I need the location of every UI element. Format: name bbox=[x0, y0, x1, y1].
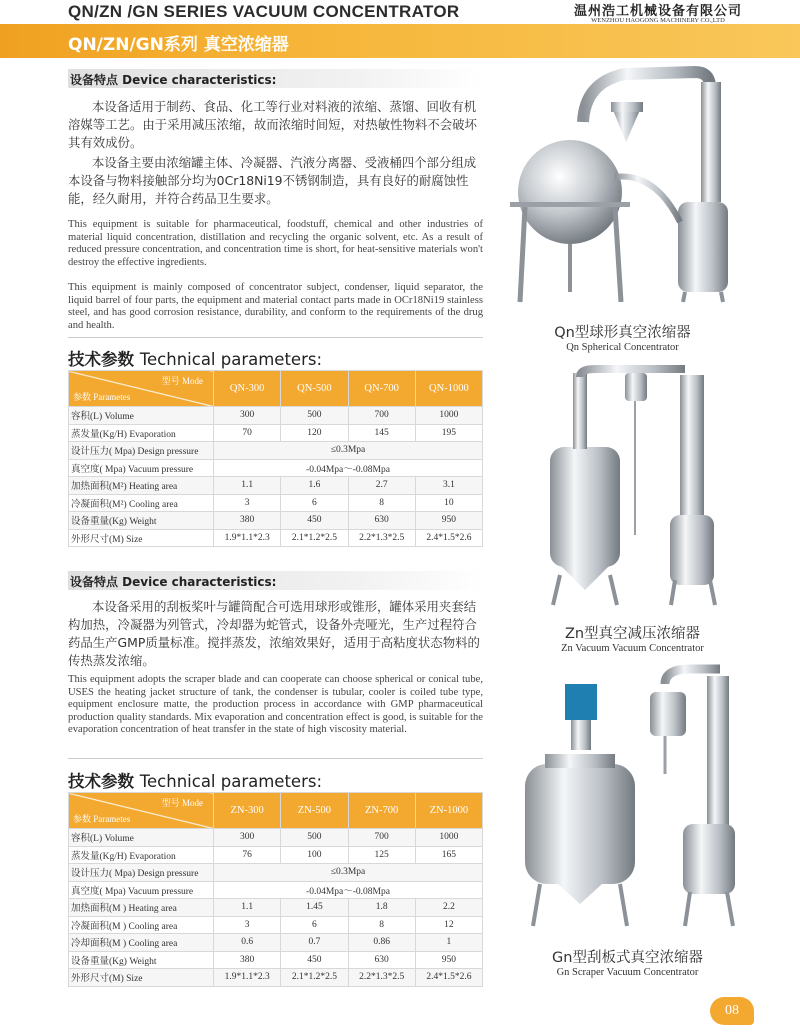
model-header-cell: ZN-500 bbox=[281, 793, 348, 829]
value-cell: 950 bbox=[415, 951, 482, 969]
row-label: 设备重量(Kg) Weight bbox=[69, 951, 214, 969]
tech-title-1 bbox=[68, 346, 322, 370]
paragraph-cn-2: 本设备主要由浓缩罐主体、冷凝器、汽液分离器、受液桶四个部分组成本设备与物料接触部分均为0Cr18Ni19不锈钢制造，具有良好的耐腐蚀性能，经久耐用，并符合药品卫生要求。 bbox=[68, 155, 477, 206]
value-cell: 70 bbox=[214, 424, 281, 442]
page-number: 08 bbox=[710, 997, 754, 1025]
value-cell: 500 bbox=[281, 407, 348, 425]
value-cell: 950 bbox=[415, 512, 482, 530]
table-row bbox=[69, 512, 483, 530]
value-cell: 450 bbox=[281, 951, 348, 969]
corner-param-label: 参数 Parametes bbox=[73, 814, 131, 824]
model-header-cell: ZN-300 bbox=[214, 793, 281, 829]
value-cell: 700 bbox=[348, 407, 415, 425]
value-cell: 2.7 bbox=[348, 477, 415, 495]
value-cell: 1.1 bbox=[214, 477, 281, 495]
value-cell: 630 bbox=[348, 512, 415, 530]
company-name-cn: 温州浩工机械设备有限公司 bbox=[573, 4, 742, 19]
value-cell: 2.4*1.5*2.6 bbox=[415, 969, 482, 987]
merged-value-cell: -0.04Mpa～-0.08Mpa bbox=[214, 881, 483, 899]
value-cell: 8 bbox=[348, 916, 415, 934]
paragraph-en-3: This equipment adopts the scraper blade and can cooperate can choose spherical or conical tube, USES the heating jacket structure of tank, the condenser is tubular, cooler is coiled tube type, equipment enclosure matte, the production process in accordance with GMP pharmaceutical production quality standards. Mix evaporation and concentration effect is good, is suitable for the evaporation concentration of heat transfer in the state of high viscosity material. bbox=[68, 674, 483, 735]
value-cell: 1.9*1.1*2.3 bbox=[214, 969, 281, 987]
value-cell: 630 bbox=[348, 951, 415, 969]
table-row bbox=[69, 407, 483, 425]
section-heading-2-text: 设备特点 Device characteristics: bbox=[70, 575, 277, 589]
value-cell: 120 bbox=[281, 424, 348, 442]
row-label: 蒸发量(Kg/H) Evaporation bbox=[69, 846, 214, 864]
row-label: 冷凝面积(M²) Cooling area bbox=[69, 494, 214, 512]
value-cell: 1.6 bbox=[281, 477, 348, 495]
paragraph-en-1: This equipment is suitable for pharmaceutical, foodstuff, chemical and other industries of material liquid concentration, distillation and recycling the organic solvent, etc. As a result of reduced pressure concentration, and concentration time is short, for heat-sensitive materials won't destroy the effective ingredients. bbox=[68, 219, 483, 268]
table-row bbox=[69, 529, 483, 547]
value-cell: 8 bbox=[348, 494, 415, 512]
section-heading-1-text: 设备特点 Device characteristics: bbox=[70, 73, 277, 87]
caption-zn-cn: Zn型真空减压浓缩器 bbox=[564, 626, 701, 642]
value-cell: 380 bbox=[214, 512, 281, 530]
corner-model-label: 型号 Mode bbox=[161, 376, 203, 386]
table-row bbox=[69, 864, 483, 882]
qn-spherical-concentrator-image bbox=[505, 62, 740, 324]
section-heading-1 bbox=[68, 69, 483, 88]
value-cell: 300 bbox=[214, 407, 281, 425]
row-label: 真空度( Mpa) Vacuum pressure bbox=[69, 459, 214, 477]
merged-value-cell: -0.04Mpa～-0.08Mpa bbox=[214, 459, 483, 477]
row-label: 容积(L) Volume bbox=[69, 829, 214, 847]
table-row bbox=[69, 899, 483, 917]
value-cell: 380 bbox=[214, 951, 281, 969]
value-cell: 76 bbox=[214, 846, 281, 864]
tech-title-1-cn: 技术参数 bbox=[68, 350, 134, 369]
value-cell: 3 bbox=[214, 494, 281, 512]
value-cell: 165 bbox=[415, 846, 482, 864]
company-name-en: WENZHOU HAOGONG MACHINERY CO.,LTD bbox=[591, 17, 725, 24]
value-cell: 1.1 bbox=[214, 899, 281, 917]
row-label: 设备重量(Kg) Weight bbox=[69, 512, 214, 530]
banner-text: QN/ZN/GN系列 真空浓缩器 bbox=[68, 35, 289, 55]
value-cell: 1 bbox=[415, 934, 482, 952]
page-title: QN/ZN /GN SERIES VACUUM CONCENTRATOR bbox=[68, 2, 460, 21]
row-label: 冷凝面积(M ) Cooling area bbox=[69, 916, 214, 934]
tech-title-2 bbox=[68, 768, 322, 792]
model-header-cell: QN-300 bbox=[214, 371, 281, 407]
value-cell: 125 bbox=[348, 846, 415, 864]
row-label: 设计压力( Mpa) Design pressure bbox=[69, 442, 214, 460]
table-row bbox=[69, 459, 483, 477]
value-cell: 1000 bbox=[415, 829, 482, 847]
paragraph-en-2: This equipment is mainly composed of concentrator subject, condenser, liquid separator, the liquid barrel of four parts, the equipment and material contact parts made in OCr18Ni19 stainless steel, and has good corrosion resistance, durability, and conform to the requirements of the drug and health. bbox=[68, 282, 483, 331]
value-cell: 0.6 bbox=[214, 934, 281, 952]
table-row bbox=[69, 829, 483, 847]
model-header-cell: ZN-700 bbox=[348, 793, 415, 829]
caption-zn-en: Zn Vacuum Vacuum Concentrator bbox=[561, 643, 704, 654]
row-label: 加热面积(M ) Heating area bbox=[69, 899, 214, 917]
gn-scraper-concentrator-image bbox=[515, 664, 755, 944]
table-row bbox=[69, 846, 483, 864]
model-header-cell: QN-700 bbox=[348, 371, 415, 407]
model-header-cell: ZN-1000 bbox=[415, 793, 482, 829]
value-cell: 6 bbox=[281, 494, 348, 512]
caption-qn-en: Qn Spherical Concentrator bbox=[566, 342, 679, 353]
value-cell: 1.45 bbox=[281, 899, 348, 917]
row-label: 冷却面积(M ) Cooling area bbox=[69, 934, 214, 952]
value-cell: 2.2 bbox=[415, 899, 482, 917]
value-cell: 2.2*1.3*2.5 bbox=[348, 969, 415, 987]
tech-title-2-en: Technical parameters: bbox=[139, 772, 323, 791]
paragraph-cn-3: 本设备采用的刮板桨叶与罐筒配合可选用球形或锥形，罐体采用夹套结构加热，冷凝器为列管式，冷却器为蛇管式，设备外壳哑光，生产过程符合药品生产GMP质量标准。搅拌蒸发，浓缩效果好，适用于高粘度状态物料的传热蒸发浓缩。 bbox=[68, 599, 480, 668]
caption-gn-en: Gn Scraper Vacuum Concentrator bbox=[556, 967, 699, 978]
row-label: 设计压力( Mpa) Design pressure bbox=[69, 864, 214, 882]
table-row bbox=[69, 494, 483, 512]
value-cell: 2.4*1.5*2.6 bbox=[415, 529, 482, 547]
value-cell: 1.8 bbox=[348, 899, 415, 917]
value-cell: 500 bbox=[281, 829, 348, 847]
value-cell: 100 bbox=[281, 846, 348, 864]
table-row bbox=[69, 424, 483, 442]
row-label: 加热面积(M²) Heating area bbox=[69, 477, 214, 495]
value-cell: 1.9*1.1*2.3 bbox=[214, 529, 281, 547]
value-cell: 1000 bbox=[415, 407, 482, 425]
zn-vacuum-concentrator-image bbox=[535, 365, 735, 620]
title-banner bbox=[0, 24, 800, 58]
value-cell: 2.2*1.3*2.5 bbox=[348, 529, 415, 547]
params-table-zn bbox=[68, 792, 483, 987]
value-cell: 3 bbox=[214, 916, 281, 934]
params-table-qn bbox=[68, 370, 483, 547]
table-row bbox=[69, 916, 483, 934]
value-cell: 0.86 bbox=[348, 934, 415, 952]
value-cell: 10 bbox=[415, 494, 482, 512]
value-cell: 450 bbox=[281, 512, 348, 530]
table-row bbox=[69, 477, 483, 495]
row-label: 外形尺寸(M) Size bbox=[69, 969, 214, 987]
value-cell: 195 bbox=[415, 424, 482, 442]
row-label: 容积(L) Volume bbox=[69, 407, 214, 425]
table-row bbox=[69, 881, 483, 899]
table-row bbox=[69, 951, 483, 969]
divider bbox=[68, 758, 483, 759]
value-cell: 3.1 bbox=[415, 477, 482, 495]
value-cell: 2.1*1.2*2.5 bbox=[281, 529, 348, 547]
section-heading-2 bbox=[68, 571, 483, 590]
tech-title-1-en: Technical parameters: bbox=[139, 350, 323, 369]
divider bbox=[68, 337, 483, 338]
caption-qn-cn: Qn型球形真空浓缩器 bbox=[554, 325, 691, 341]
value-cell: 145 bbox=[348, 424, 415, 442]
value-cell: 12 bbox=[415, 916, 482, 934]
table-corner-cell bbox=[69, 793, 214, 829]
model-header-cell: QN-1000 bbox=[415, 371, 482, 407]
model-header-cell: QN-500 bbox=[281, 371, 348, 407]
value-cell: 0.7 bbox=[281, 934, 348, 952]
caption-qn bbox=[505, 321, 740, 353]
caption-gn-cn: Gn型刮板式真空浓缩器 bbox=[552, 950, 703, 966]
company-block bbox=[574, 0, 742, 24]
value-cell: 2.1*1.2*2.5 bbox=[281, 969, 348, 987]
paragraph-cn-1: 本设备适用于制药、食品、化工等行业对料液的浓缩、蒸馏、回收有机溶媒等工艺。由于采用减压浓缩，故而浓缩时间短，对热敏性物料不会破坏其有效成份。 bbox=[68, 99, 477, 150]
row-label: 外形尺寸(M) Size bbox=[69, 529, 214, 547]
table-header-row bbox=[69, 371, 483, 407]
caption-gn bbox=[505, 946, 750, 978]
value-cell: 6 bbox=[281, 916, 348, 934]
merged-value-cell: ≤0.3Mpa bbox=[214, 864, 483, 882]
row-label: 蒸发量(Kg/H) Evaporation bbox=[69, 424, 214, 442]
value-cell: 300 bbox=[214, 829, 281, 847]
merged-value-cell: ≤0.3Mpa bbox=[214, 442, 483, 460]
table-header-row bbox=[69, 793, 483, 829]
corner-model-label: 型号 Mode bbox=[161, 798, 203, 808]
table-row bbox=[69, 969, 483, 987]
table-row bbox=[69, 442, 483, 460]
corner-param-label: 参数 Parametes bbox=[73, 392, 131, 402]
value-cell: 700 bbox=[348, 829, 415, 847]
tech-title-2-cn: 技术参数 bbox=[68, 772, 134, 791]
row-label: 真空度( Mpa) Vacuum pressure bbox=[69, 881, 214, 899]
table-row bbox=[69, 934, 483, 952]
table-corner-cell bbox=[69, 371, 214, 407]
caption-zn bbox=[525, 622, 740, 654]
